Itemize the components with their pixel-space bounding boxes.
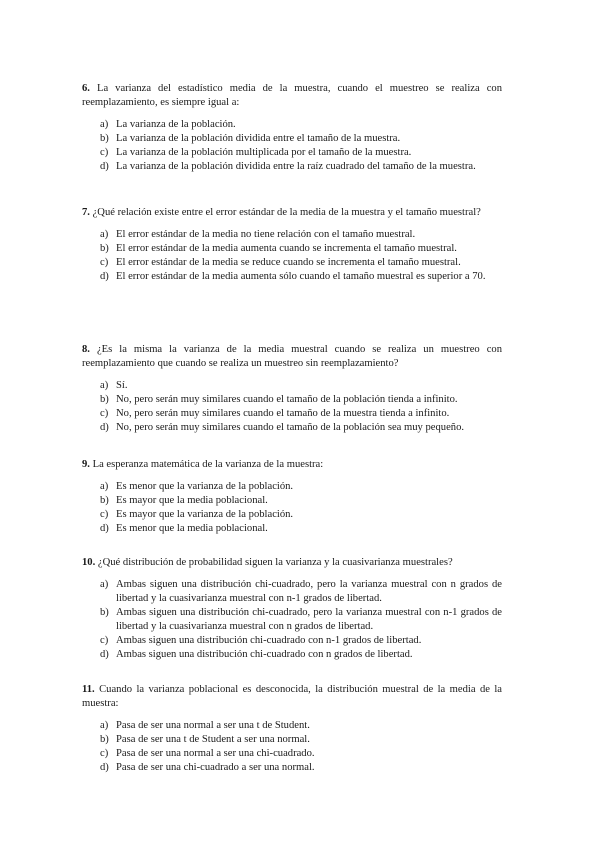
option-letter: d) xyxy=(100,422,109,433)
question-number: 8. xyxy=(82,344,90,355)
option-letter: d) xyxy=(100,523,109,534)
option-item xyxy=(82,256,502,270)
option-text: Ambas siguen una distribución chi-cuadrado, pero la varianza muestral con n-1 grados de libertad y la cuasivarianza muestral con n grados de libertad. xyxy=(116,607,502,632)
option-text: Es mayor que la varianza de la población. xyxy=(116,509,294,520)
option-text: Es menor que la varianza de la población. xyxy=(116,481,294,492)
question-text: ¿Es la misma la varianza de la media muestral cuando se realiza un muestreo con reemplazamiento que cuando se realiza un muestreo sin reemplazamiento? xyxy=(82,344,502,369)
question-text: ¿Qué distribución de probabilidad siguen la varianza y la cuasivarianza muestrales? xyxy=(97,557,453,568)
question-text: La varianza del estadístico media de la muestra, cuando el muestreo se realiza con reemplazamiento, es siempre igual a: xyxy=(82,83,502,108)
option-text: El error estándar de la media aumenta cuando se incrementa el tamaño muestral. xyxy=(116,243,457,254)
option-text: Pasa de ser una normal a ser una t de Student. xyxy=(116,720,310,731)
option-letter: d) xyxy=(100,649,109,660)
question-9 xyxy=(82,458,502,536)
option-list xyxy=(82,719,502,775)
question-10 xyxy=(82,556,502,662)
question-stem xyxy=(82,556,502,570)
question-text: La esperanza matemática de la varianza de la muestra: xyxy=(92,459,324,470)
option-list xyxy=(82,578,502,662)
option-text: Pasa de ser una chi-cuadrado a ser una normal. xyxy=(116,762,315,773)
option-text: No, pero serán muy similares cuando el tamaño de la población sea muy pequeño. xyxy=(116,422,465,433)
option-text: La varianza de la población. xyxy=(116,119,236,130)
option-letter: a) xyxy=(100,579,109,590)
option-item xyxy=(82,228,502,242)
question-7 xyxy=(82,206,502,284)
option-letter: d) xyxy=(100,762,109,773)
option-text: Ambas siguen una distribución chi-cuadrado, pero la varianza muestral con n grados de libertad y la cuasivarianza muestral con n-1 grados de libertad. xyxy=(116,579,502,604)
option-item xyxy=(82,733,502,747)
option-letter: a) xyxy=(100,119,109,130)
option-list xyxy=(82,228,502,284)
option-item xyxy=(82,634,502,648)
option-letter: a) xyxy=(100,481,109,492)
question-stem xyxy=(82,343,502,371)
question-stem xyxy=(82,683,502,711)
option-letter: d) xyxy=(100,161,109,172)
question-11 xyxy=(82,683,502,775)
option-text: No, pero serán muy similares cuando el tamaño de la muestra tienda a infinito. xyxy=(116,408,450,419)
option-list xyxy=(82,379,502,435)
option-item xyxy=(82,522,502,536)
option-item xyxy=(82,494,502,508)
question-8 xyxy=(82,343,502,435)
option-text: La varianza de la población dividida entre el tamaño de la muestra. xyxy=(116,133,401,144)
option-list xyxy=(82,118,502,174)
option-text: Ambas siguen una distribución chi-cuadrado con n-1 grados de libertad. xyxy=(116,635,422,646)
option-letter: c) xyxy=(100,147,109,158)
option-letter: b) xyxy=(100,394,109,405)
option-text: No, pero serán muy similares cuando el tamaño de la población tienda a infinito. xyxy=(116,394,458,405)
option-text: Pasa de ser una normal a ser una chi-cuadrado. xyxy=(116,748,315,759)
option-letter: b) xyxy=(100,243,109,254)
option-item xyxy=(82,393,502,407)
option-letter: c) xyxy=(100,635,109,646)
option-text: La varianza de la población dividida entre la raíz cuadrado del tamaño de la muestra. xyxy=(116,161,476,172)
option-letter: c) xyxy=(100,509,109,520)
option-letter: a) xyxy=(100,380,109,391)
option-text: Sí. xyxy=(116,380,128,391)
option-item xyxy=(82,648,502,662)
question-number: 6. xyxy=(82,83,90,94)
option-letter: b) xyxy=(100,133,109,144)
question-text: ¿Qué relación existe entre el error estándar de la media de la muestra y el tamaño muestral? xyxy=(92,207,481,218)
option-text: El error estándar de la media se reduce cuando se incrementa el tamaño muestral. xyxy=(116,257,461,268)
option-letter: b) xyxy=(100,607,109,618)
question-number: 10. xyxy=(82,557,96,568)
option-item xyxy=(82,407,502,421)
option-text: La varianza de la población multiplicada por el tamaño de la muestra. xyxy=(116,147,412,158)
option-text: Ambas siguen una distribución chi-cuadrado con n grados de libertad. xyxy=(116,649,413,660)
question-number: 9. xyxy=(82,459,90,470)
option-text: El error estándar de la media aumenta sólo cuando el tamaño muestral es superior a 70. xyxy=(116,271,486,282)
option-letter: a) xyxy=(100,720,109,731)
question-6 xyxy=(82,82,502,174)
question-stem xyxy=(82,82,502,110)
option-item xyxy=(82,508,502,522)
option-item xyxy=(82,118,502,132)
option-letter: b) xyxy=(100,495,109,506)
option-item xyxy=(82,719,502,733)
option-item xyxy=(82,480,502,494)
option-text: El error estándar de la media no tiene relación con el tamaño muestral. xyxy=(116,229,416,240)
option-letter: b) xyxy=(100,734,109,745)
option-item xyxy=(82,146,502,160)
option-letter: c) xyxy=(100,748,109,759)
option-item xyxy=(82,606,502,634)
question-stem xyxy=(82,206,502,220)
option-item xyxy=(82,242,502,256)
option-item xyxy=(82,747,502,761)
option-item xyxy=(82,132,502,146)
option-letter: a) xyxy=(100,229,109,240)
option-item xyxy=(82,270,502,284)
option-text: Es menor que la media poblacional. xyxy=(116,523,268,534)
option-item xyxy=(82,379,502,393)
option-text: Pasa de ser una t de Student a ser una normal. xyxy=(116,734,310,745)
option-text: Es mayor que la media poblacional. xyxy=(116,495,268,506)
question-text: Cuando la varianza poblacional es desconocida, la distribución muestral de la media de la muestra: xyxy=(82,684,502,709)
option-item xyxy=(82,761,502,775)
option-item xyxy=(82,160,502,174)
option-letter: c) xyxy=(100,408,109,419)
option-letter: d) xyxy=(100,271,109,282)
option-letter: c) xyxy=(100,257,109,268)
option-item xyxy=(82,421,502,435)
option-item xyxy=(82,578,502,606)
option-list xyxy=(82,480,502,536)
question-number: 7. xyxy=(82,207,90,218)
question-stem xyxy=(82,458,502,472)
question-number: 11. xyxy=(82,684,95,695)
